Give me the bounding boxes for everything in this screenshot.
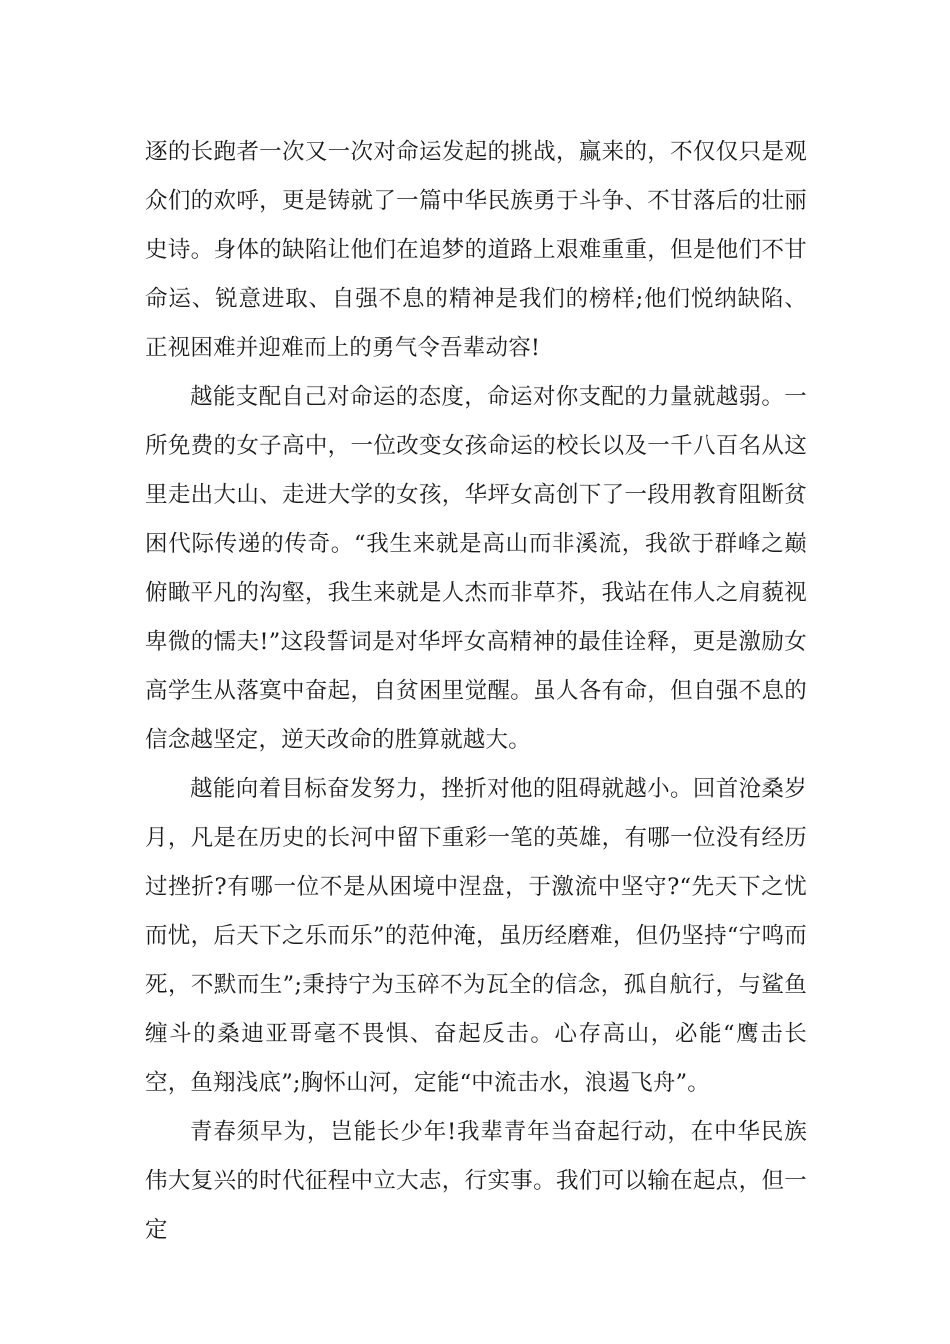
paragraph-1: 逐的长跑者一次又一次对命运发起的挑战，赢来的，不仅仅只是观众们的欢呼，更是铸就了一篇中华民族勇于斗争、不甘落后的壮丽史诗。身体的缺陷让他们在追梦的道路上艰难重重，但是他们不甘命运、锐意进取、自强不息的精神是我们的榜样;他们悦纳缺陷、正视困难并迎难而上的勇气令吾辈动容! — [145, 139, 807, 361]
body-text — [145, 128, 807, 1255]
paragraph-2: 越能支配自己对命运的态度，命运对你支配的力量就越弱。一所免费的女子高中，一位改变女孩命运的校长以及一千八百名从这里走出大山、走进大学的女孩，华坪女高创下了一段用教育阻断贫困代际传递的传奇。“我生来就是高山而非溪流，我欲于群峰之巅俯瞰平凡的沟壑，我生来就是人杰而非草芥，我站在伟人之肩藐视卑微的懦夫!”这段誓词是对华坪女高精神的最佳诠释，更是激励女高学生从落寞中奋起，自贫困里觉醒。虽人各有命，但自强不息的信念越坚定，逆天改命的胜算就越大。 — [145, 384, 807, 753]
paragraph-3: 越能向着目标奋发努力，挫折对他的阻碍就越小。回首沧桑岁月，凡是在历史的长河中留下重彩一笔的英雄，有哪一位没有经历过挫折?有哪一位不是从困境中涅盘，于激流中坚守?“先天下之忧而忧，后天下之乐而乐”的范仲淹，虽历经磨难，但仍坚持“宁鸣而死，不默而生”;秉持宁为玉碎不为瓦全的信念，孤自航行，与鲨鱼缠斗的桑迪亚哥毫不畏惧、奋起反击。心存高山，必能“鹰击长空，鱼翔浅底”;胸怀山河，定能“中流击水，浪遏飞舟”。 — [145, 776, 807, 1096]
paragraph-4: 青春须早为，岂能长少年!我辈青年当奋起行动，在中华民族伟大复兴的时代征程中立大志，行实事。我们可以输在起点，但一定 — [145, 1119, 807, 1243]
